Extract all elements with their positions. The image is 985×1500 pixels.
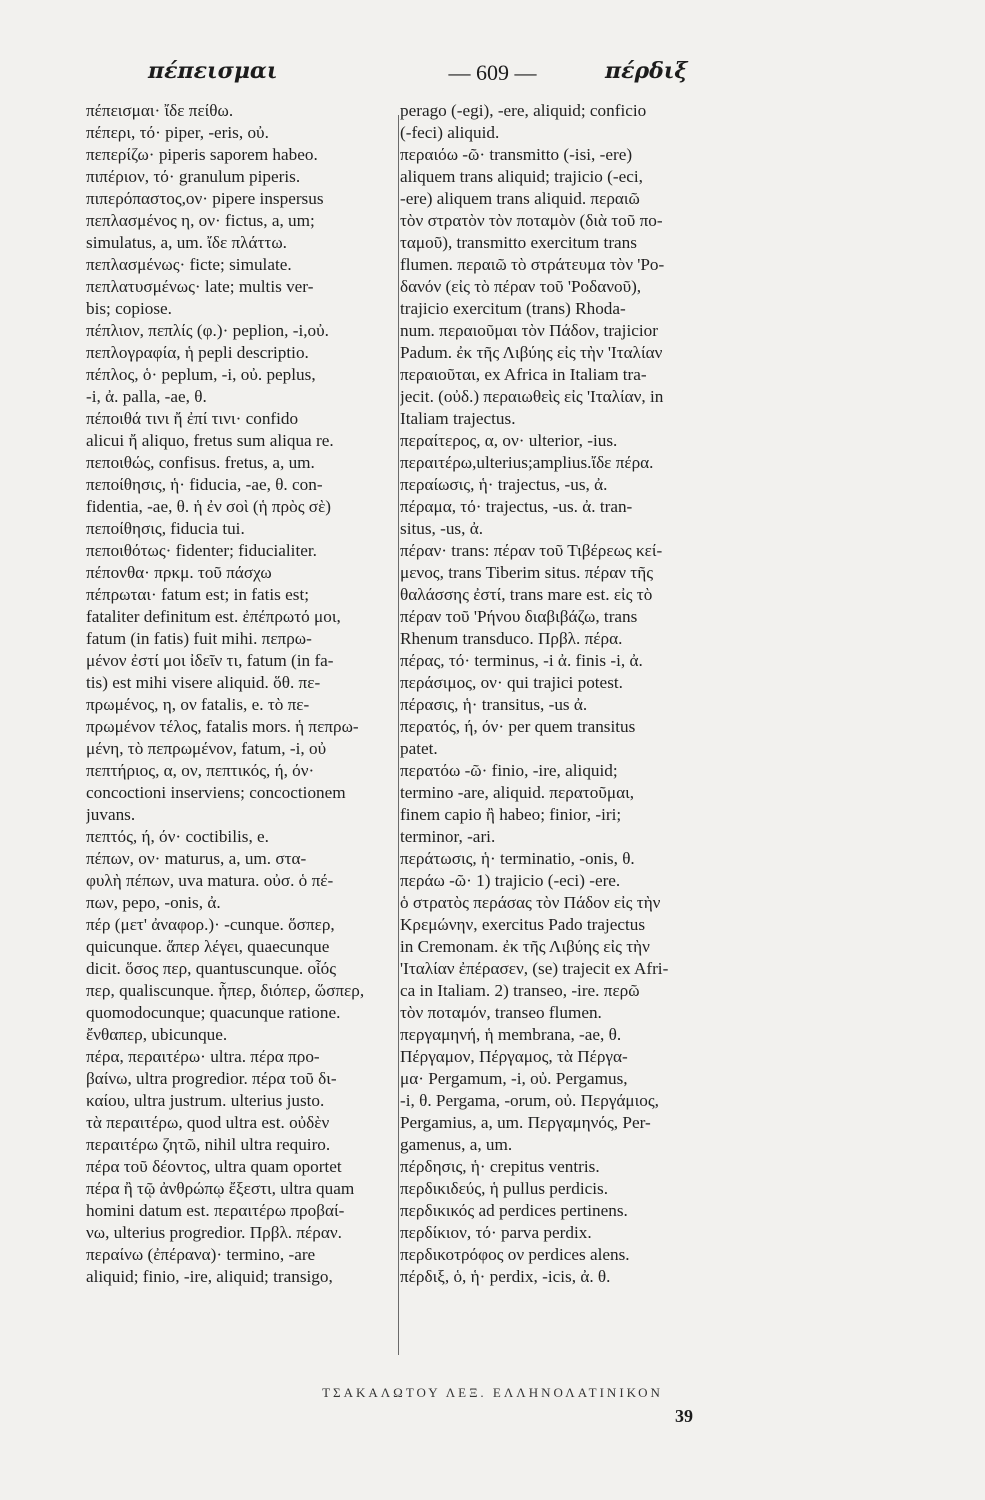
footer-title: ΤΣΑΚΑΛΩΤΟΥ ΛΕΞ. ΕΛΛΗΝΟΛΑΤΙΝΙΚΟΝ	[322, 1385, 663, 1400]
entry-line: φυλὴ πέπων, uva matura. οὐσ. ὁ πέ-	[86, 871, 334, 890]
entry-line: flumen. περαιῶ τὸ στράτευμα τὸν 'Ρο-	[400, 255, 665, 274]
entry-line: πεπλατυσμένως· late; multis ver-	[86, 277, 314, 296]
column-divider	[398, 115, 399, 1355]
entry-line: πρωμένον τέλος, fatalis mors. ἡ πεπρω-	[86, 717, 359, 736]
entry-line: μενος, trans Tiberim situs. πέραν τῆς	[400, 563, 654, 582]
entry-line: πων, pepo, -onis, ἀ.	[86, 893, 221, 912]
entry-line: juvans.	[86, 805, 136, 824]
entry-line: πέπρωται· fatum est; in fatis est;	[86, 585, 309, 604]
entry-line: ἔνθαπερ, ubicunque.	[86, 1025, 228, 1044]
entry-line: τὸν ποταμόν, transeo flumen.	[400, 1003, 602, 1022]
entry-line: πέρδιξ, ὁ, ἡ· perdix, -icis, ἀ. θ.	[400, 1267, 611, 1286]
entry-line: καίου, ultra justrum. ulterius justo.	[86, 1091, 325, 1110]
entry-line: πεποιθώς, confisus. fretus, a, um.	[86, 453, 315, 472]
entry-line: πέπονθα· πρκμ. τοῦ πάσχω	[86, 563, 272, 582]
signature-mark: 39	[675, 1406, 693, 1426]
entry-line: fataliter definitum est. ἐπέπρωτό μοι,	[86, 607, 341, 626]
entry-line: πρωμένος, η, ον fatalis, e. τὸ πε-	[86, 695, 310, 714]
entry-line: Padum. ἐκ τῆς Λιβύης εἰς τὴν 'Ιταλίαν	[400, 343, 663, 362]
page-number: — 609 —	[448, 60, 537, 85]
entry-line: Πέργαμον, Πέργαμος, τὰ Πέργα-	[400, 1047, 628, 1066]
entry-line: πεπλασμένος η, ον· fictus, a, um;	[86, 211, 315, 230]
header-left-guideword: πέπεισμαι	[148, 58, 278, 84]
entry-line: περάω -ῶ· 1) trajicio (-eci) -ere.	[400, 871, 621, 890]
entry-line: περαιτέρω ζητῶ, nihil ultra requiro.	[86, 1135, 331, 1154]
entry-line: -i, ἀ. palla, -ae, θ.	[86, 387, 207, 406]
entry-line: νω, ulterius progredior. Πρβλ. πέραν.	[86, 1223, 342, 1242]
entry-line: περαιοῦται, ex Africa in Italiam tra-	[400, 365, 647, 384]
entry-line: Rhenum transduco. Πρβλ. πέρα.	[400, 629, 623, 648]
entry-line: homini datum est. περαιτέρω προβαί-	[86, 1201, 345, 1220]
entry-line: simulatus, a, um. ἴδε πλάττω.	[86, 233, 287, 252]
entry-line: πέραν τοῦ 'Ρήνου διαβιβάζω, trans	[400, 607, 638, 626]
entry-line: βαίνω, ultra progredior. πέρα τοῦ δι-	[86, 1069, 337, 1088]
header-right-guideword: πέρδιξ	[605, 58, 688, 84]
entry-line: πεπλογραφία, ἡ pepli descriptio.	[86, 343, 309, 362]
entry-line: quicunque. ἅπερ λέγει, quaecunque	[86, 937, 330, 956]
entry-line: num. περαιοῦμαι τὸν Πάδον, trajicior	[400, 321, 658, 340]
entry-line: περγαμηνή, ἡ membrana, -ae, θ.	[400, 1025, 622, 1044]
entry-line: περάσιμος, ον· qui trajici potest.	[400, 673, 623, 692]
entry-line: πέραν· trans: πέραν τοῦ Τιβέρεως κεί-	[400, 541, 663, 560]
entry-line: πέποιθά τινι ἤ ἐπί τινι· confido	[86, 409, 299, 428]
entry-line: πέραμα, τό· trajectus, -us. ἀ. tran-	[400, 497, 633, 516]
entry-line: jecit. (οὐδ.) περαιωθεὶς εἰς 'Ιταλίαν, in	[400, 387, 664, 406]
entry-line: περδικιδεύς, ἡ pullus perdicis.	[400, 1179, 609, 1198]
entry-line: πέρας, τό· terminus, -i ἀ. finis -i, ἀ.	[400, 651, 643, 670]
entry-line: περατός, ή, όν· per quem transitus	[400, 717, 636, 736]
entry-line: πέπλιον, πεπλίς (φ.)· peplion, -i,οὐ.	[86, 321, 329, 340]
entry-line: dicit. ὅσος περ, quantuscunque. οἷός	[86, 959, 337, 978]
entry-line: μένη, τὸ πεπρωμένον, fatum, -i, οὐ	[86, 739, 327, 758]
entry-line: Italiam trajectus.	[400, 409, 516, 428]
entry-line: πεπερίζω· piperis saporem habeo.	[86, 145, 318, 164]
entry-line: πέπλος, ὁ· peplum, -i, οὐ. peplus,	[86, 365, 316, 384]
entry-line: ca in Italiam. 2) transeo, -ire. περῶ	[400, 981, 640, 1000]
entry-line: tis) est mihi visere aliquid. ὅθ. πε-	[86, 673, 321, 692]
entry-line: περαιόω -ῶ· transmitto (-isi, -ere)	[400, 145, 633, 164]
entry-line: θαλάσσης ἐστί, trans mare est. εἰς τὸ	[400, 585, 653, 604]
entry-line: πέρα τοῦ δέοντος, ultra quam oportet	[86, 1157, 342, 1176]
entry-line: Pergamius, a, um. Περγαμηνός, Per-	[400, 1113, 651, 1132]
entry-line: trajicio exercitum (trans) Rhoda-	[400, 299, 626, 318]
entry-line: bis; copiose.	[86, 299, 172, 318]
entry-line: πέρα ἢ τῷ ἀνθρώπῳ ἔξεστι, ultra quam	[86, 1179, 355, 1198]
entry-line: concoctioni inserviens; concoctionem	[86, 783, 346, 802]
entry-line: 'Ιταλίαν ἐπέρασεν, (se) trajecit ex Afri-	[400, 959, 669, 978]
left-column	[86, 100, 404, 1288]
entry-line: aliquem trans aliquid; trajicio (-eci,	[400, 167, 643, 186]
entry-line: τὰ περαιτέρω, quod ultra est. οὐδὲν	[86, 1113, 330, 1132]
entry-line: πέπεισμαι· ἴδε πείθω.	[86, 101, 234, 120]
entry-line: μα· Pergamum, -i, οὐ. Pergamus,	[400, 1069, 628, 1088]
entry-line: πέρα, περαιτέρω· ultra. πέρα προ-	[86, 1047, 320, 1066]
entry-line: (-feci) aliquid.	[400, 123, 500, 142]
entry-line: patet.	[400, 739, 438, 758]
entry-line: περαίτερος, α, ον· ulterior, -ius.	[400, 431, 618, 450]
entry-line: πέπων, ον· maturus, a, um. στα-	[86, 849, 307, 868]
entry-line: πέρ (μετ' ἀναφορ.)· -cunque. ὅσπερ,	[86, 915, 335, 934]
right-column	[400, 100, 785, 1288]
entry-line: -ere) aliquem trans aliquid. περαιῶ	[400, 189, 640, 208]
entry-line: πιπερόπαστος,ον· pipere inspersus	[86, 189, 324, 208]
entry-line: περ, qualiscunque. ἧπερ, διόπερ, ὥσπερ,	[86, 981, 365, 1000]
entry-line: δανόν (εἰς τὸ πέραν τοῦ 'Ροδανοῦ),	[400, 277, 642, 296]
entry-line: perago (-egi), -ere, aliquid; conficio	[400, 101, 647, 120]
entry-line: περαιτέρω,ulterius;amplius.ἴδε πέρα.	[400, 453, 654, 472]
entry-line: περαίωσις, ἡ· trajectus, -us, ἀ.	[400, 475, 608, 494]
entry-line: alicui ἤ aliquo, fretus sum aliqua re.	[86, 431, 334, 450]
entry-line: πέρδησις, ἡ· crepitus ventris.	[400, 1157, 600, 1176]
entry-line: περδίκιον, τό· parva perdix.	[400, 1223, 592, 1242]
entry-line: ὁ στρατὸς περάσας τὸν Πάδον εἰς τὴν	[400, 893, 661, 912]
entry-line: πιπέριον, τό· granulum piperis.	[86, 167, 301, 186]
entry-line: πέπερι, τό· piper, -eris, οὐ.	[86, 123, 269, 142]
entry-line: situs, -us, ἀ.	[400, 519, 484, 538]
entry-line: fidentia, -ae, θ. ἡ ἐν σοὶ (ἡ πρὸς σὲ)	[86, 497, 332, 516]
entry-line: terminor, -ari.	[400, 827, 496, 846]
entry-line: μένον ἐστί μοι ἰδεῖν τι, fatum (in fa-	[86, 651, 334, 670]
entry-line: πεπλασμένως· ficte; simulate.	[86, 255, 292, 274]
entry-line: ταμοῦ), transmitto exercitum trans	[400, 233, 637, 252]
entry-line: πεπτήριος, α, ον, πεπτικός, ή, όν·	[86, 761, 315, 780]
entry-line: περαίνω (ἐπέρανα)· termino, -are	[86, 1245, 316, 1264]
entry-line: τὸν στρατὸν τὸν ποταμὸν (διὰ τοῦ πο-	[400, 211, 663, 230]
entry-line: in Cremonam. ἐκ τῆς Λιβύης εἰς τὴν	[400, 937, 650, 956]
entry-line: περδικοτρόφος ον perdices alens.	[400, 1245, 630, 1264]
entry-line: περατόω -ῶ· finio, -ire, aliquid;	[400, 761, 618, 780]
entry-line: fatum (in fatis) fuit mihi. πεπρω-	[86, 629, 312, 648]
entry-line: quomodocunque; quacunque ratione.	[86, 1003, 341, 1022]
entry-line: πεποίθησις, ἡ· fiducia, -ae, θ. con-	[86, 475, 323, 494]
entry-line: περδικικός ad perdices pertinens.	[400, 1201, 628, 1220]
entry-line: Κρεμώνην, exercitus Pado trajectus	[400, 915, 646, 934]
entry-line: termino -are, aliquid. περατοῦμαι,	[400, 783, 635, 802]
entry-line: -i, θ. Pergama, -orum, οὐ. Περγάμιος,	[400, 1091, 659, 1110]
entry-line: gamenus, a, um.	[400, 1135, 513, 1154]
entry-line: finem capio ἢ habeo; finior, -iri;	[400, 805, 622, 824]
entry-line: πέρασις, ἡ· transitus, -us ἀ.	[400, 695, 588, 714]
entry-line: aliquid; finio, -ire, aliquid; transigo,	[86, 1267, 333, 1286]
entry-line: πεπτός, ή, όν· coctibilis, e.	[86, 827, 269, 846]
entry-line: περάτωσις, ἡ· terminatio, -onis, θ.	[400, 849, 635, 868]
entry-line: πεποίθησις, fiducia tui.	[86, 519, 245, 538]
entry-line: πεποιθότως· fidenter; fiducialiter.	[86, 541, 317, 560]
